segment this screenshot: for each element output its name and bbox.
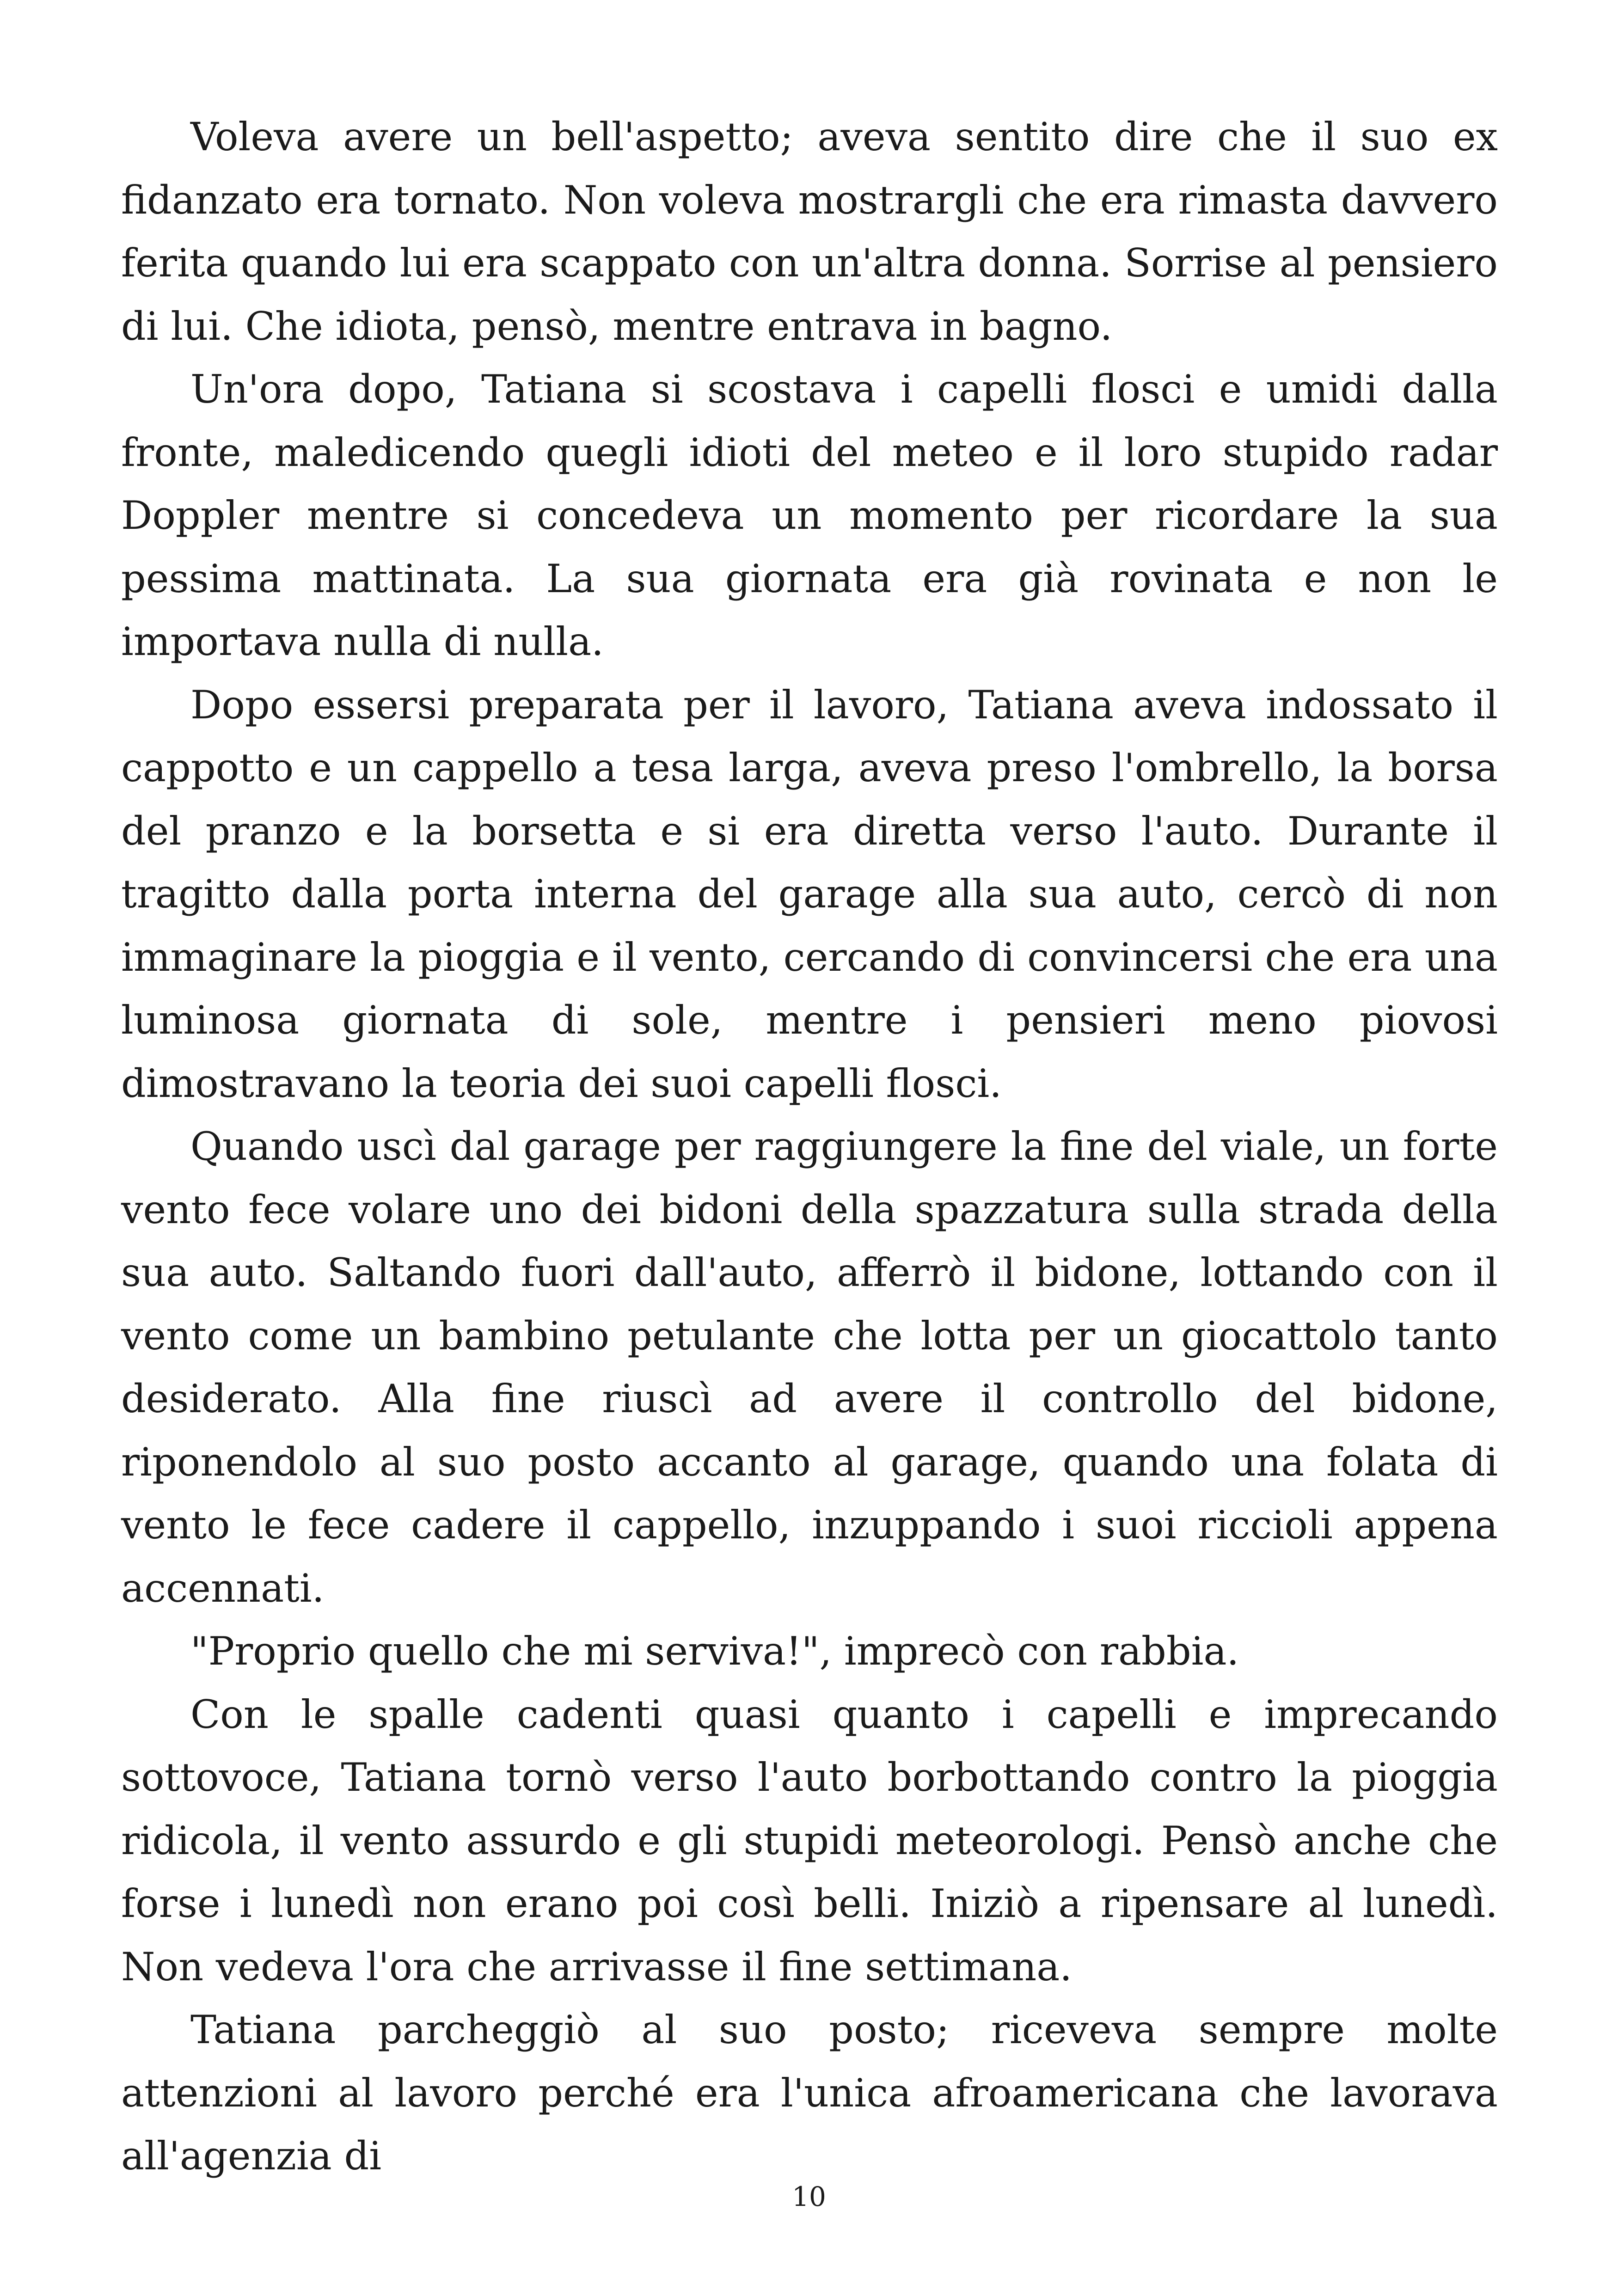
paragraph-2: Un'ora dopo, Tatiana si scostava i capelli flosci e umidi dalla fronte, maledicendo quegli idioti del meteo e il loro stupido radar Doppler mentre si concedeva un momento per ricordare la sua pessima mattinata. La sua giornata era già rovinata e non le importava nulla di nulla. — [121, 367, 1498, 664]
paragraph-1: Voleva avere un bell'aspetto; aveva sentito dire che il suo ex fidanzato era tornato. Non voleva mostrargli che era rimasta davvero ferita quando lui era scappato con un'altra donna. Sorrise al pensiero di lui. Che idiota, pensò, mentre entrava in bagno. — [121, 114, 1498, 349]
paragraph-5: "Proprio quello che mi serviva!", imprecò con rabbia. — [190, 1629, 1239, 1674]
paragraph-4: Quando uscì dal garage per raggiungere la fine del viale, un forte vento fece volare uno dei bidoni della spazzatura sulla strada della sua auto. Saltando fuori dall'auto, afferrò il bidone, lottando con il vento come un bambino petulante che lotta per un giocattolo tanto desiderato. Alla fine riuscì ad avere il controllo del bidone, riponendolo al suo posto accanto al garage, quando una folata di vento le fece cadere il cappello, inzuppando i suoi riccioli appena accennati. — [121, 1124, 1498, 1611]
paragraph-6: Con le spalle cadenti quasi quanto i capelli e imprecando sottovoce, Tatiana tornò verso l'auto borbottando contro la pioggia ridicola, il vento assurdo e gli stupidi meteorologi. Pensò anche che forse i lunedì non erano poi così belli. Iniziò a ripensare al lunedì. Non vedeva l'ora che arrivasse il fine settimana. — [121, 1691, 1498, 1990]
body-text — [121, 105, 1498, 2188]
paragraph-7: Tatiana parcheggiò al suo posto; riceveva sempre molte attenzioni al lavoro perché era l'unica afroamericana che lavorava all'agenzia di — [121, 2007, 1498, 2179]
paragraph-3: Dopo essersi preparata per il lavoro, Tatiana aveva indossato il cappotto e un cappello a tesa larga, aveva preso l'ombrello, la borsa del pranzo e la borsetta e si era diretta verso l'auto. Durante il tragitto dalla porta interna del garage alla sua auto, cercò di non immaginare la pioggia e il vento, cercando di convincersi che era una luminosa giornata di sole, mentre i pensieri meno piovosi dimostravano la teoria dei suoi capelli flosci. — [121, 682, 1498, 1106]
page-number: 10 — [792, 2181, 826, 2212]
